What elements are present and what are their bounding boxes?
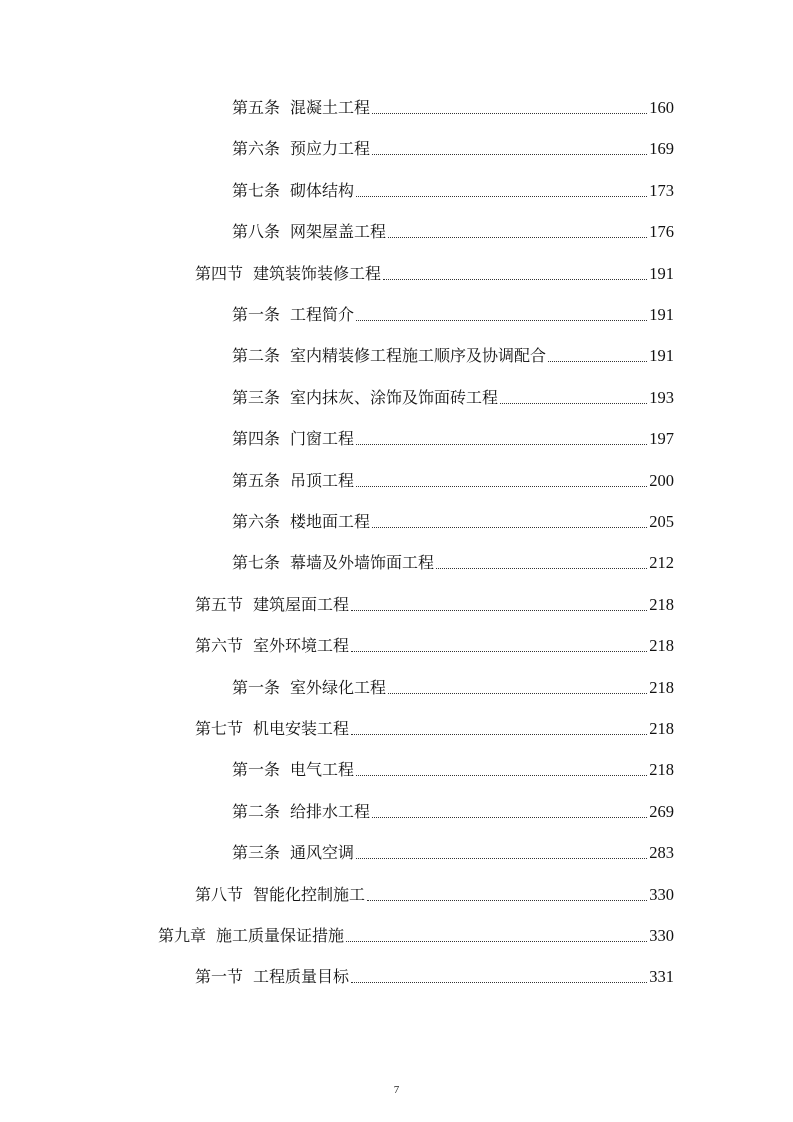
toc-entry[interactable] xyxy=(232,792,674,822)
dot-leader xyxy=(372,816,647,818)
toc-entry-title: 室内精装修工程施工顺序及协调配合 xyxy=(290,346,547,366)
toc-entry-title: 工程质量目标 xyxy=(253,967,350,987)
dot-leader xyxy=(388,692,647,694)
toc-entry-title: 建筑装饰装修工程 xyxy=(253,263,382,283)
toc-entry-page: 200 xyxy=(649,470,674,490)
toc-entry-title: 网架屋盖工程 xyxy=(290,222,387,242)
toc-entry[interactable] xyxy=(232,419,674,449)
dot-leader xyxy=(388,236,647,238)
dot-leader xyxy=(351,733,647,735)
toc-entry-page: 218 xyxy=(649,636,674,656)
dot-leader xyxy=(372,153,647,155)
toc-entry-page: 212 xyxy=(649,553,674,573)
toc-entry-page: 218 xyxy=(649,677,674,697)
toc-entry-title: 楼地面工程 xyxy=(290,512,371,531)
toc-entry-title: 室外环境工程 xyxy=(253,636,350,656)
toc-entry-title: 门窗工程 xyxy=(290,429,355,449)
toc-entry-title: 吊顶工程 xyxy=(290,470,355,490)
dot-leader xyxy=(383,278,647,280)
toc-entry-title: 给排水工程 xyxy=(290,801,371,821)
toc-entry-title: 幕墙及外墙饰面工程 xyxy=(290,553,435,573)
toc-entry-title: 建筑屋面工程 xyxy=(253,594,350,614)
toc-entry[interactable] xyxy=(232,668,674,698)
toc-entry[interactable] xyxy=(232,336,674,366)
toc-entry-title: 机电安装工程 xyxy=(253,719,350,738)
toc-entry-page: 205 xyxy=(649,512,674,531)
toc-entry-number: 第五节 xyxy=(195,594,244,614)
toc-entry-number: 第九章 xyxy=(158,926,207,945)
toc-entry-number: 第六条 xyxy=(232,139,281,159)
dot-leader xyxy=(356,443,647,445)
toc-entry-page: 191 xyxy=(649,305,674,324)
toc-entry-number: 第六条 xyxy=(232,512,281,531)
toc-entry-page: 218 xyxy=(649,594,674,614)
toc-entry[interactable] xyxy=(195,254,674,284)
toc-entry[interactable] xyxy=(158,916,674,946)
dot-leader xyxy=(351,981,647,983)
dot-leader xyxy=(356,485,647,487)
dot-leader xyxy=(351,650,647,652)
toc-entry-title: 混凝土工程 xyxy=(290,98,371,117)
dot-leader xyxy=(367,899,647,901)
toc-entry-number: 第二条 xyxy=(232,801,281,821)
dot-leader xyxy=(372,526,647,528)
toc-entry[interactable] xyxy=(195,875,674,905)
toc-entry-title: 砌体结构 xyxy=(290,180,355,200)
dot-leader xyxy=(346,940,647,942)
dot-leader xyxy=(356,857,647,859)
toc-entry-title: 工程简介 xyxy=(290,305,355,324)
toc-entry[interactable] xyxy=(232,88,674,118)
toc-entry-number: 第八节 xyxy=(195,884,244,904)
toc-entry-title: 通风空调 xyxy=(290,843,355,863)
toc-entry[interactable] xyxy=(232,833,674,863)
dot-leader xyxy=(436,567,647,569)
toc-entry-number: 第六节 xyxy=(195,636,244,656)
toc-entry-title: 室内抹灰、涂饰及饰面砖工程 xyxy=(290,387,499,407)
toc-entry-number: 第二条 xyxy=(232,346,281,366)
toc-entry-number: 第三条 xyxy=(232,387,281,407)
toc-entry-page: 330 xyxy=(649,884,674,904)
toc-entry-number: 第一条 xyxy=(232,305,281,324)
toc-entry-page: 169 xyxy=(649,139,674,159)
toc-entry[interactable] xyxy=(232,502,674,532)
toc-entry-page: 283 xyxy=(649,843,674,863)
toc-entry-number: 第三条 xyxy=(232,843,281,863)
toc-entry[interactable] xyxy=(232,461,674,491)
toc-entry[interactable] xyxy=(195,626,674,656)
toc-entry[interactable] xyxy=(195,957,674,987)
toc-entry[interactable] xyxy=(232,212,674,242)
toc-entry-page: 160 xyxy=(649,98,674,117)
toc-entry-number: 第五条 xyxy=(232,98,281,117)
toc-entry[interactable] xyxy=(232,543,674,573)
toc-entry[interactable] xyxy=(232,378,674,408)
toc-entry-title: 预应力工程 xyxy=(290,139,371,159)
toc-entry-page: 197 xyxy=(649,429,674,449)
toc-entry-page: 218 xyxy=(649,719,674,738)
toc-entry-number: 第八条 xyxy=(232,222,281,242)
toc-entry-number: 第四条 xyxy=(232,429,281,449)
toc-entry-number: 第五条 xyxy=(232,470,281,490)
toc-entry-title: 室外绿化工程 xyxy=(290,677,387,697)
toc-entry-number: 第一条 xyxy=(232,677,281,697)
toc-entry-number: 第七条 xyxy=(232,553,281,573)
toc-entry-title: 电气工程 xyxy=(290,760,355,780)
toc-entry-page: 191 xyxy=(649,346,674,366)
toc-entry-page: 269 xyxy=(649,801,674,821)
toc-entry[interactable] xyxy=(232,295,674,325)
dot-leader xyxy=(351,609,647,611)
page-number: 7 xyxy=(393,1084,400,1096)
toc-entry-title: 施工质量保证措施 xyxy=(216,926,345,945)
dot-leader xyxy=(372,112,647,114)
toc-entry-page: 173 xyxy=(649,180,674,200)
toc-entry-number: 第一条 xyxy=(232,760,281,780)
toc-entry-number: 第七条 xyxy=(232,180,281,200)
toc-entry[interactable] xyxy=(195,585,674,615)
toc-entry-page: 330 xyxy=(649,926,674,945)
toc-entry-number: 第七节 xyxy=(195,719,244,738)
toc-entry[interactable] xyxy=(232,171,674,201)
dot-leader xyxy=(356,195,647,197)
dot-leader xyxy=(356,774,647,776)
toc-entry-page: 218 xyxy=(649,760,674,780)
toc-entry-page: 176 xyxy=(649,222,674,242)
toc-entry-page: 191 xyxy=(649,263,674,283)
toc-entry-number: 第一节 xyxy=(195,967,244,987)
toc-entry-page: 193 xyxy=(649,387,674,407)
toc-entry-title: 智能化控制施工 xyxy=(253,884,366,904)
toc-entry-page: 331 xyxy=(649,967,674,987)
toc-entry[interactable] xyxy=(195,709,674,739)
dot-leader xyxy=(356,319,647,321)
toc-entry[interactable] xyxy=(232,750,674,780)
toc-entry[interactable] xyxy=(232,129,674,159)
dot-leader xyxy=(548,360,647,362)
dot-leader xyxy=(500,402,647,404)
toc-entry-number: 第四节 xyxy=(195,263,244,283)
